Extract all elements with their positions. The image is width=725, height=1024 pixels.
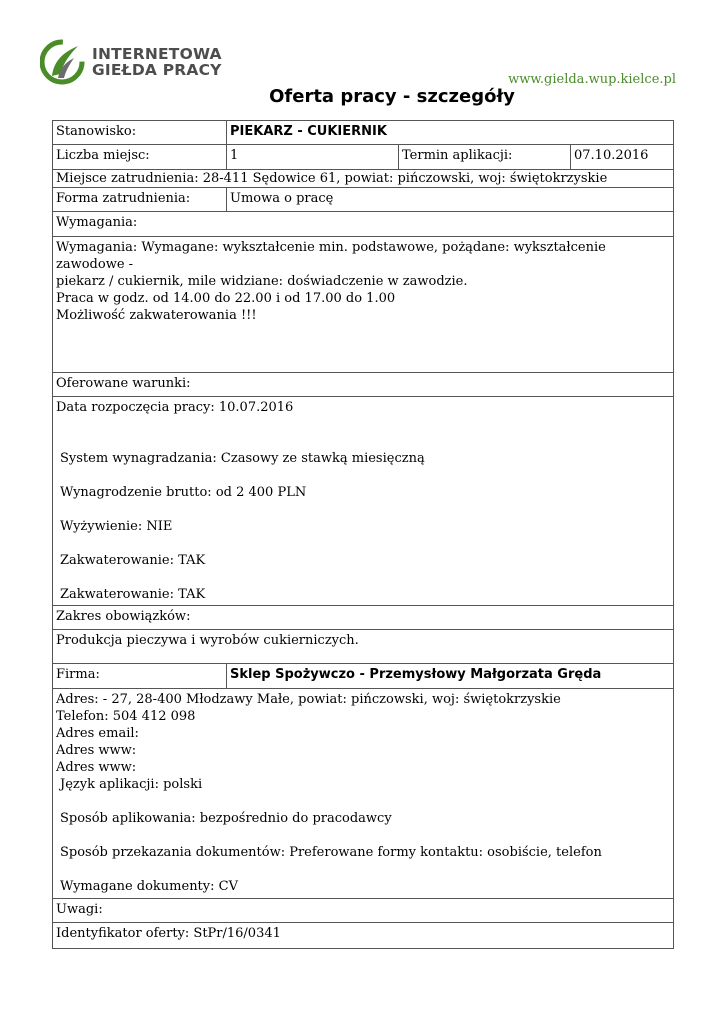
conditions-header: Oferowane warunki: bbox=[53, 373, 674, 397]
logo-line-2: GIEŁDA PRACY bbox=[92, 61, 222, 79]
workplace-row bbox=[53, 170, 674, 188]
logo-line-1: INTERNETOWA bbox=[92, 45, 222, 63]
documents-method: Sposób przekazania dokumentów: Preferowane formy kontaktu: osobiście, telefon bbox=[60, 845, 602, 860]
portal-logo bbox=[40, 38, 240, 88]
requirements-line-1: Wymagania: Wymagane: wykształcenie min. podstawowe, pożądane: wykształcenie zawodowe - bbox=[56, 240, 606, 272]
contact-body bbox=[53, 689, 674, 899]
conditions-body-row bbox=[53, 397, 674, 606]
requirements-body-row bbox=[53, 237, 674, 373]
duties-header-row bbox=[53, 606, 674, 630]
application-language: Język aplikacji: polski bbox=[60, 777, 203, 792]
accommodation-1: Zakwaterowanie: TAK bbox=[60, 553, 206, 568]
company-value: Sklep Spożywczo - Przemysłowy Małgorzata Gręda bbox=[227, 664, 674, 689]
deadline-value: 07.10.2016 bbox=[571, 145, 674, 170]
workplace-text: Miejsce zatrudnienia: 28-411 Sędowice 61, powiat: pińczowski, woj: świętokrzyskie bbox=[53, 170, 674, 188]
remarks-row bbox=[53, 899, 674, 923]
requirements-line-3: Praca w godz. od 14.00 do 22.00 i od 17.00 do 1.00 bbox=[56, 291, 396, 306]
position-value: PIEKARZ - CUKIERNIK bbox=[227, 121, 674, 145]
offer-details-table bbox=[52, 120, 674, 949]
remarks-label: Uwagi: bbox=[53, 899, 674, 923]
company-email: Adres email: bbox=[56, 726, 139, 741]
places-label: Liczba miejsc: bbox=[53, 145, 227, 170]
position-label: Stanowisko: bbox=[53, 121, 227, 145]
places-row bbox=[53, 145, 674, 170]
site-url-link[interactable]: www.gielda.wup.kielce.pl bbox=[508, 72, 676, 87]
company-www-2: Adres www: bbox=[56, 760, 137, 775]
required-documents: Wymagane dokumenty: CV bbox=[60, 879, 238, 894]
position-row bbox=[53, 121, 674, 145]
requirements-header-row bbox=[53, 212, 674, 237]
duties-header: Zakres obowiązków: bbox=[53, 606, 674, 630]
page-title: Oferta pracy - szczegóły bbox=[269, 86, 515, 107]
offer-id-row bbox=[53, 923, 674, 949]
places-value: 1 bbox=[227, 145, 399, 170]
start-date: Data rozpoczęcia pracy: 10.07.2016 bbox=[56, 400, 294, 415]
contact-body-row bbox=[53, 689, 674, 899]
employment-form-label: Forma zatrudnienia: bbox=[53, 188, 227, 212]
company-www-1: Adres www: bbox=[56, 743, 137, 758]
deadline-label: Termin aplikacji: bbox=[399, 145, 571, 170]
conditions-header-row bbox=[53, 373, 674, 397]
company-label: Firma: bbox=[53, 664, 227, 689]
logo-emblem-icon bbox=[40, 38, 90, 88]
company-phone: Telefon: 504 412 098 bbox=[56, 709, 196, 724]
company-row bbox=[53, 664, 674, 689]
conditions-body bbox=[53, 397, 674, 606]
pay-system: System wynagradzania: Czasowy ze stawką miesięczną bbox=[60, 451, 425, 466]
employment-form-row bbox=[53, 188, 674, 212]
offer-id: Identyfikator oferty: StPr/16/0341 bbox=[53, 923, 674, 949]
duties-body-row bbox=[53, 630, 674, 664]
meals: Wyżywienie: NIE bbox=[60, 519, 173, 534]
requirements-header: Wymagania: bbox=[53, 212, 674, 237]
requirements-body bbox=[53, 237, 674, 373]
gross-pay: Wynagrodzenie brutto: od 2 400 PLN bbox=[60, 485, 307, 500]
duties-body: Produkcja pieczywa i wyrobów cukierniczych. bbox=[53, 630, 674, 664]
company-address: Adres: - 27, 28-400 Młodzawy Małe, powiat: pińczowski, woj: świętokrzyskie bbox=[56, 692, 561, 707]
requirements-line-2: piekarz / cukiernik, mile widziane: doświadczenie w zawodzie. bbox=[56, 274, 468, 289]
requirements-line-4: Możliwość zakwaterowania !!! bbox=[56, 308, 257, 323]
employment-form-value: Umowa o pracę bbox=[227, 188, 674, 212]
accommodation-2: Zakwaterowanie: TAK bbox=[60, 587, 206, 602]
apply-method: Sposób aplikowania: bezpośrednio do pracodawcy bbox=[60, 811, 392, 826]
